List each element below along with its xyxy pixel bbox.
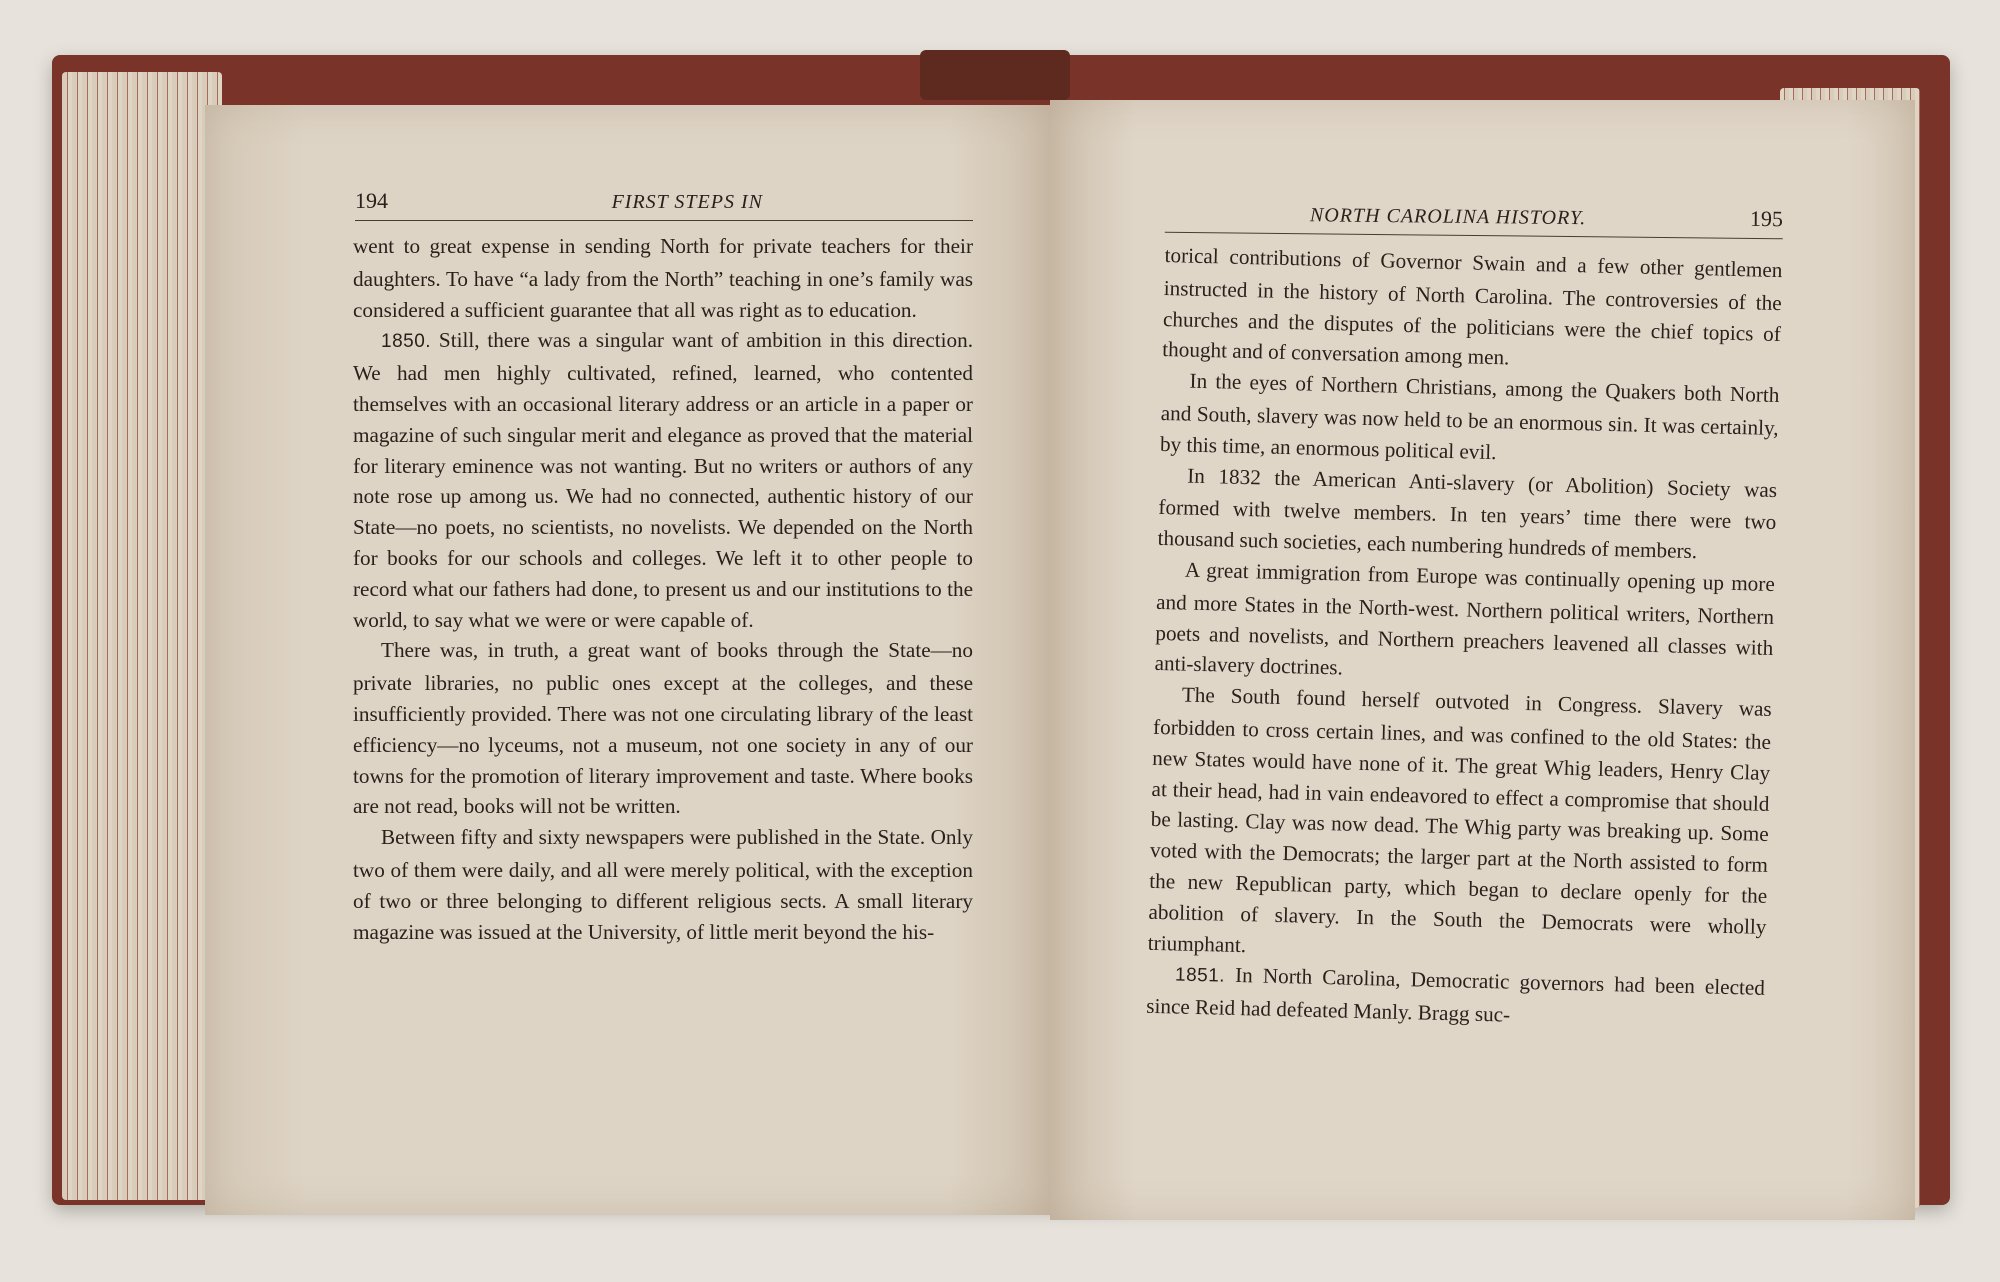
page-number: 195 [1749, 205, 1784, 232]
running-head: NORTH CAROLINA HISTORY. [1309, 204, 1587, 230]
left-page-edges [62, 72, 222, 1200]
right-page [1050, 100, 1915, 1220]
book-spine [920, 50, 1070, 100]
paragraph: torical contributions of Governor Swain and a few other gentlemen instructed in the history of North Carolina. The controversies of the churches and the disputes of the politicians were the chief topics of thought and of conversation among men. [1162, 242, 1783, 370]
year-marker: 1851. [1174, 964, 1226, 988]
right-page-header [1165, 192, 1783, 239]
paragraph: A great immigration from Europe was continually opening up more and more States in the North-west. Northern political writers, Northern poets and novelists, and Northern preachers leavened all classes with anti-slavery doctrines. [1154, 557, 1776, 680]
paragraph: Between fifty and sixty newspapers were published in the State. Only two of them were daily, and all were merely political, with the exception of two or three belonging to different religious sects. A small literary magazine was issued at the University, of little merit beyond the his- [353, 825, 973, 944]
left-page-body [353, 231, 973, 947]
running-head: FIRST STEPS IN [611, 191, 763, 213]
paragraph: There was, in truth, a great want of books through the State—no private libraries, no public ones except at the colleges, and these insufficiently provided. There was not one circulating library of the least efficiency—no lyceums, not a museum, not one society in any of our towns for the promotion of literary improvement and taste. Where books are not read, books will not be written. [353, 638, 973, 819]
paragraph: went to great expense in sending North for private teachers for their daughters. To have “a lady from the North” teaching in one’s family was considered a sufficient guarantee that all was right as to education. [353, 234, 973, 322]
paragraph: 1851. In North Carolina, Democratic governors had been elected since Reid had defeated Manly. Bragg suc- [1145, 963, 1766, 1027]
year-marker: 1850. [381, 331, 432, 353]
paragraph: The South found herself outvoted in Congress. Slavery was forbidden to cross certain lines, and was confined to the old States: the new States would have none of it. The great Whig leaders, Henry Clay at their head, had in vain endeavored to effect a compromise that should be lasting. Clay was now dead. The Whig party was breaking up. Some voted with the Democrats; the larger part at the North assisted to form the new Republican party, which began to declare openly for the abolition of slavery. In the South the Democrats were wholly triumphant. [1147, 682, 1773, 957]
paragraph: In the eyes of Northern Christians, among the Quakers both North and South, slavery was now held to be an enormous sin. It was certainly, by this time, an enormous political evil. [1159, 368, 1780, 464]
left-page [205, 105, 1050, 1215]
right-page-body [1146, 240, 1783, 1037]
paragraph: In 1832 the American Anti-slavery (or Abolition) Society was formed with twelve members. In ten years’ time there were two thousand such societies, each numbering hundreds of members. [1157, 463, 1778, 564]
page-number: 194 [355, 188, 388, 213]
paragraph: 1850. Still, there was a singular want of ambition in this direction. We had men highly cultivated, refined, learned, who contented themselves with an occasional literary address or an article in a paper or magazine of such singular merit and elegance as proved that the material for literary eminence was not wanting. But no writers or authors of any note rose up among us. We had no connected, authentic history of our State—no poets, no scientists, no novelists. We depended on the North for books for our schools and colleges. We left it to other people to record what our fathers had done, to present us and our institutions to the world, to say what we were or were capable of. [353, 328, 973, 632]
left-page-header [355, 180, 973, 221]
